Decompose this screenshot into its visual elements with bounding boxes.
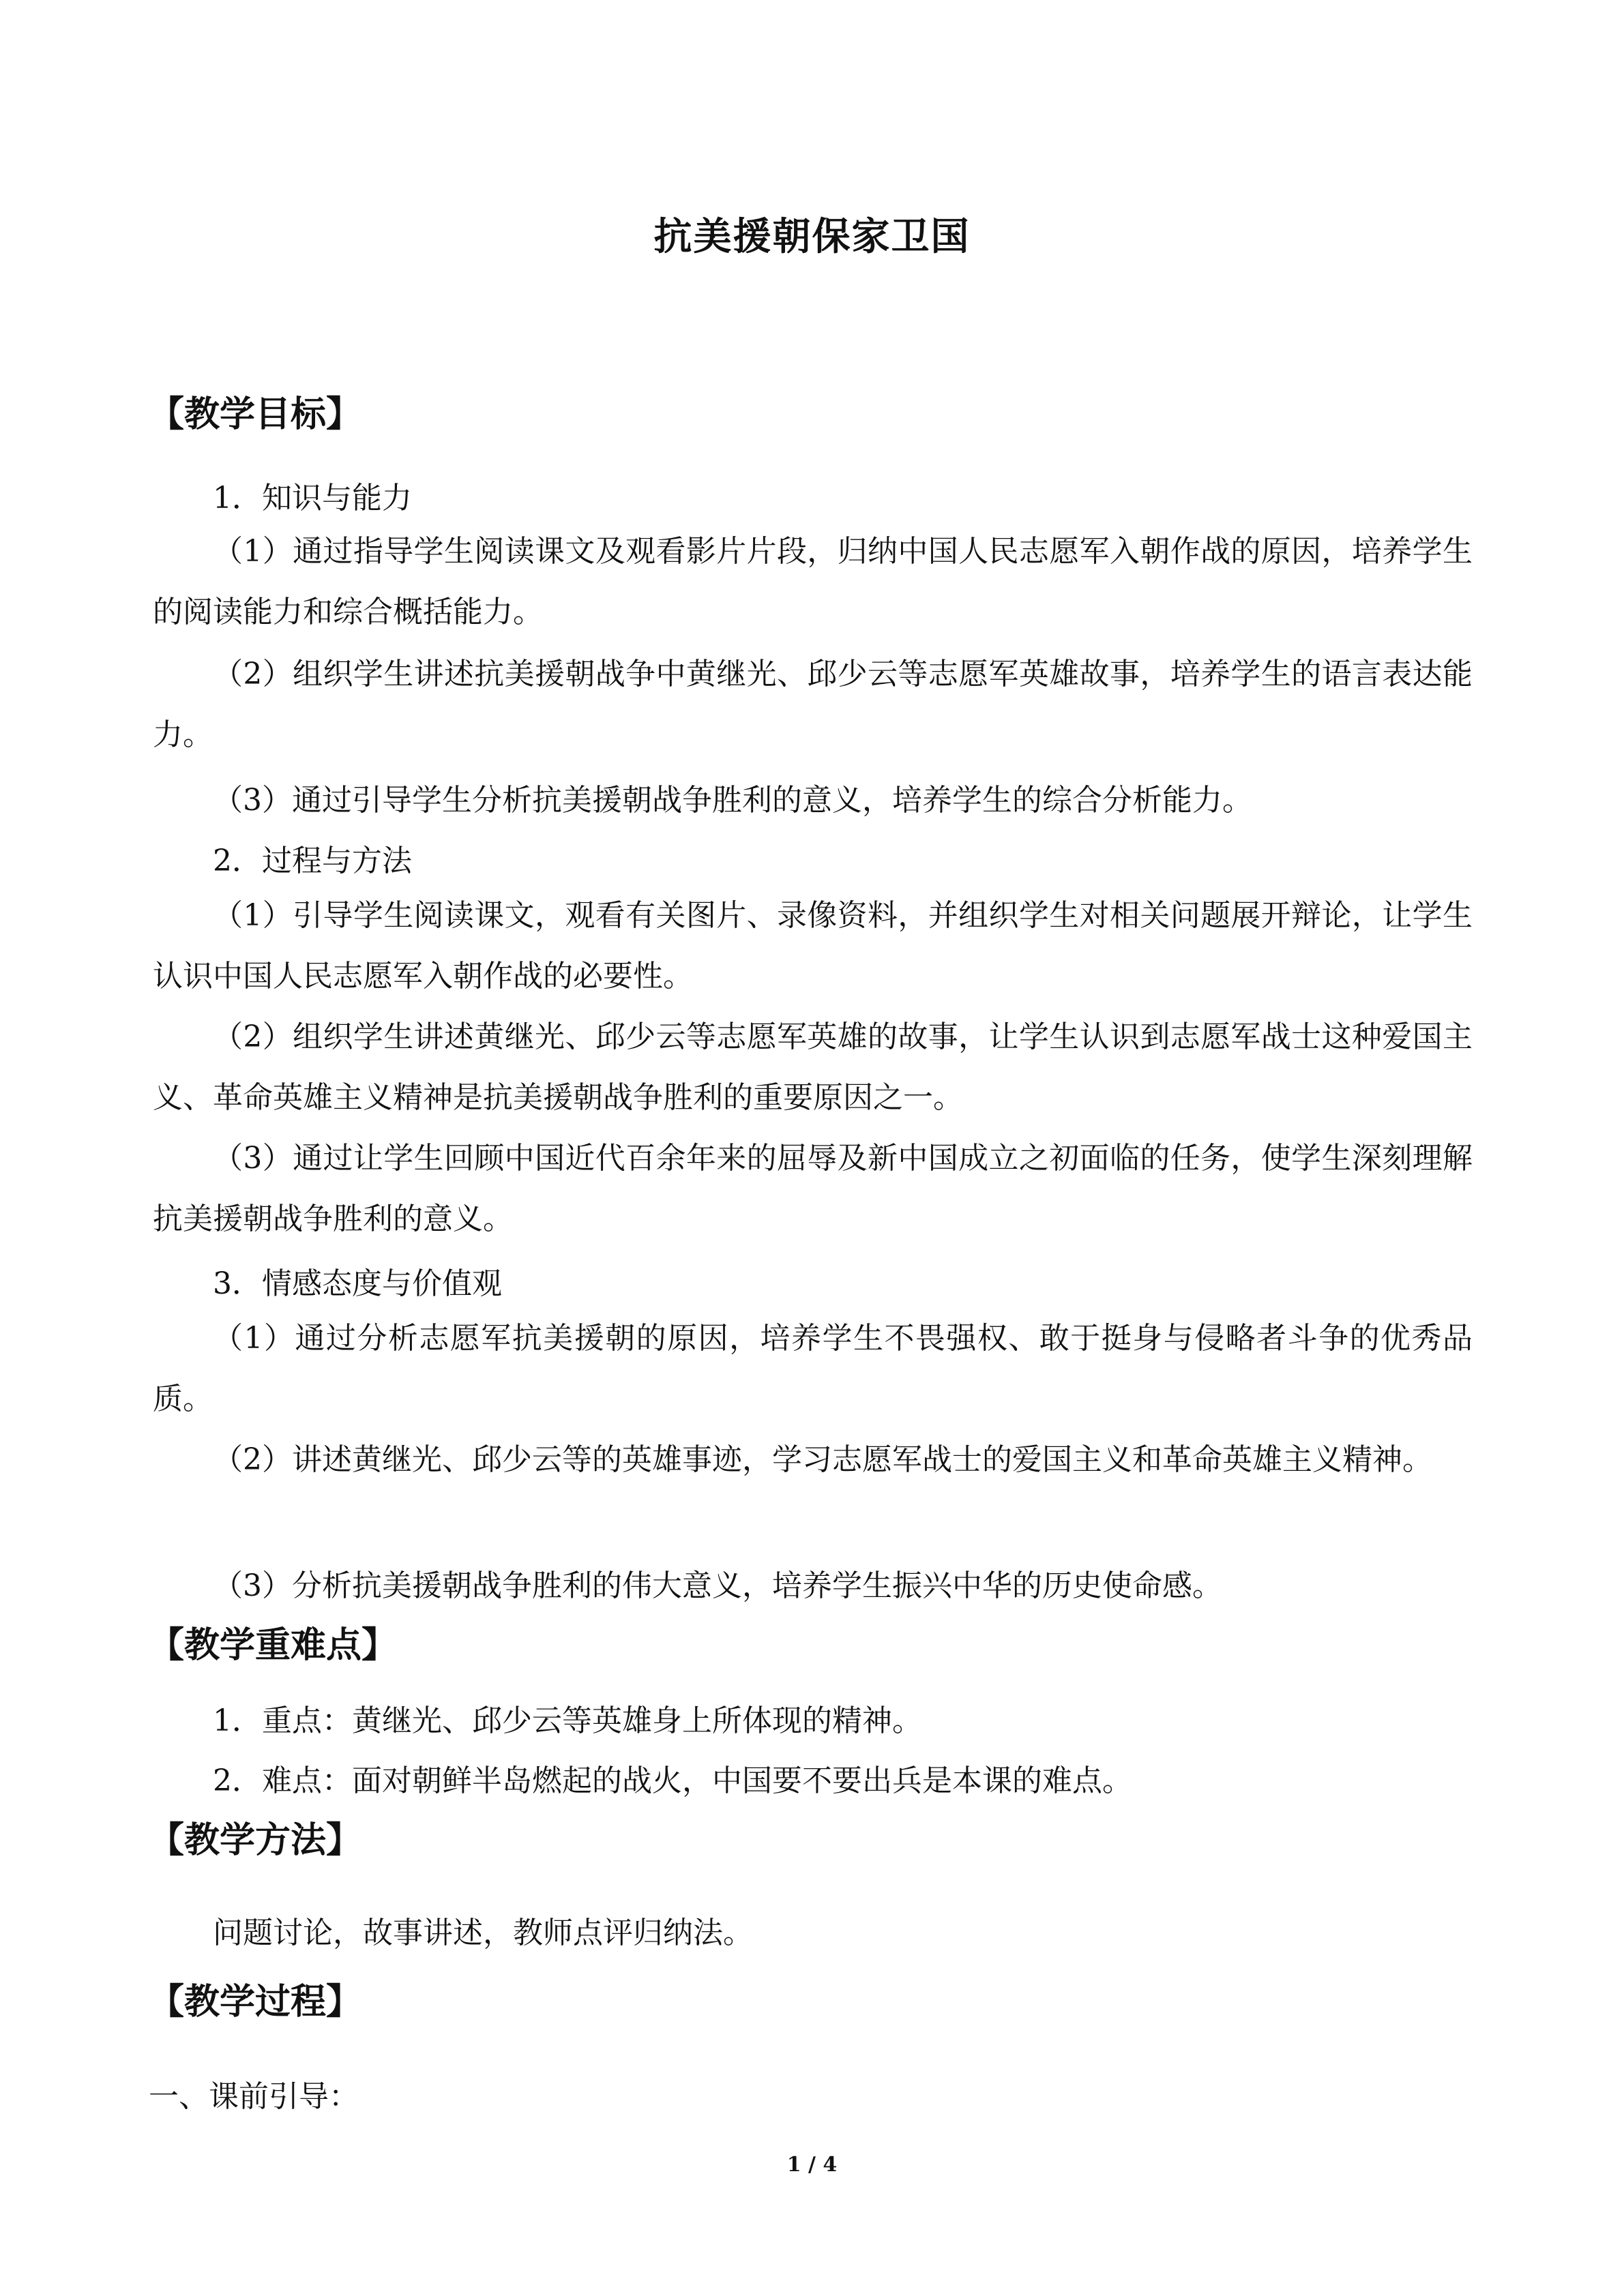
- paragraph-objective-3-2: （2）讲述黄继光、邱少云等的英雄事迹，学习志愿军战士的爱国主义和革命英雄主义精神。: [213, 1442, 1432, 1477]
- paragraph-objective-1-1: （1）通过指导学生阅读课文及观看影片片段，归纳中国人民志愿军入朝作战的原因，培养学生的阅读能力和综合概括能力。: [153, 534, 1473, 629]
- subheading-process: 2．过程与方法: [213, 844, 412, 878]
- paragraph-objective-2-2: （2）组织学生讲述黄继光、邱少云等志愿军英雄的故事，让学生认识到志愿军战士这种爱国主义、革命英雄主义精神是抗美援朝战争胜利的重要原因之一。: [153, 1019, 1473, 1115]
- page-number: 1 / 4: [786, 2153, 838, 2177]
- process-step-1: 一、课前引导：: [149, 2079, 359, 2114]
- keypoint-difficulty: 2．难点：面对朝鲜半岛燃起的战火，中国要不要出兵是本课的难点。: [213, 1763, 1132, 1798]
- section-heading-objectives: 【教学目标】: [149, 394, 362, 435]
- paragraph-objective-1-3: （3）通过引导学生分析抗美援朝战争胜利的意义，培养学生的综合分析能力。: [213, 783, 1252, 818]
- paragraph-objective-2-3: （3）通过让学生回顾中国近代百余年来的屈辱及新中国成立之初面临的任务，使学生深刻理解抗美援朝战争胜利的意义。: [153, 1141, 1473, 1236]
- section-heading-methods: 【教学方法】: [149, 1820, 362, 1861]
- paragraph-objective-2-1: （1）引导学生阅读课文，观看有关图片、录像资料，并组织学生对相关问题展开辩论，让学生认识中国人民志愿军入朝作战的必要性。: [153, 898, 1473, 994]
- paragraph-objective-1-2: （2）组织学生讲述抗美援朝战争中黄继光、邱少云等志愿军英雄故事，培养学生的语言表达能力。: [153, 657, 1473, 752]
- paragraph-objective-3-1: （1）通过分析志愿军抗美援朝的原因，培养学生不畏强权、敢于挺身与侵略者斗争的优秀品质。: [153, 1321, 1473, 1416]
- paragraph-objective-3-3: （3）分析抗美援朝战争胜利的伟大意义，培养学生振兴中华的历史使命感。: [213, 1568, 1222, 1603]
- page-title: 抗美援朝保家卫国: [653, 215, 971, 259]
- section-heading-keypoints: 【教学重难点】: [149, 1625, 398, 1666]
- subheading-values: 3．情感态度与价值观: [213, 1266, 502, 1301]
- keypoint-focus: 1．重点：黄继光、邱少云等英雄身上所体现的精神。: [213, 1703, 922, 1738]
- methods-text: 问题讨论，故事讲述，教师点评归纳法。: [213, 1915, 753, 1950]
- subheading-knowledge: 1．知识与能力: [213, 481, 412, 516]
- section-heading-process: 【教学过程】: [149, 1982, 362, 2023]
